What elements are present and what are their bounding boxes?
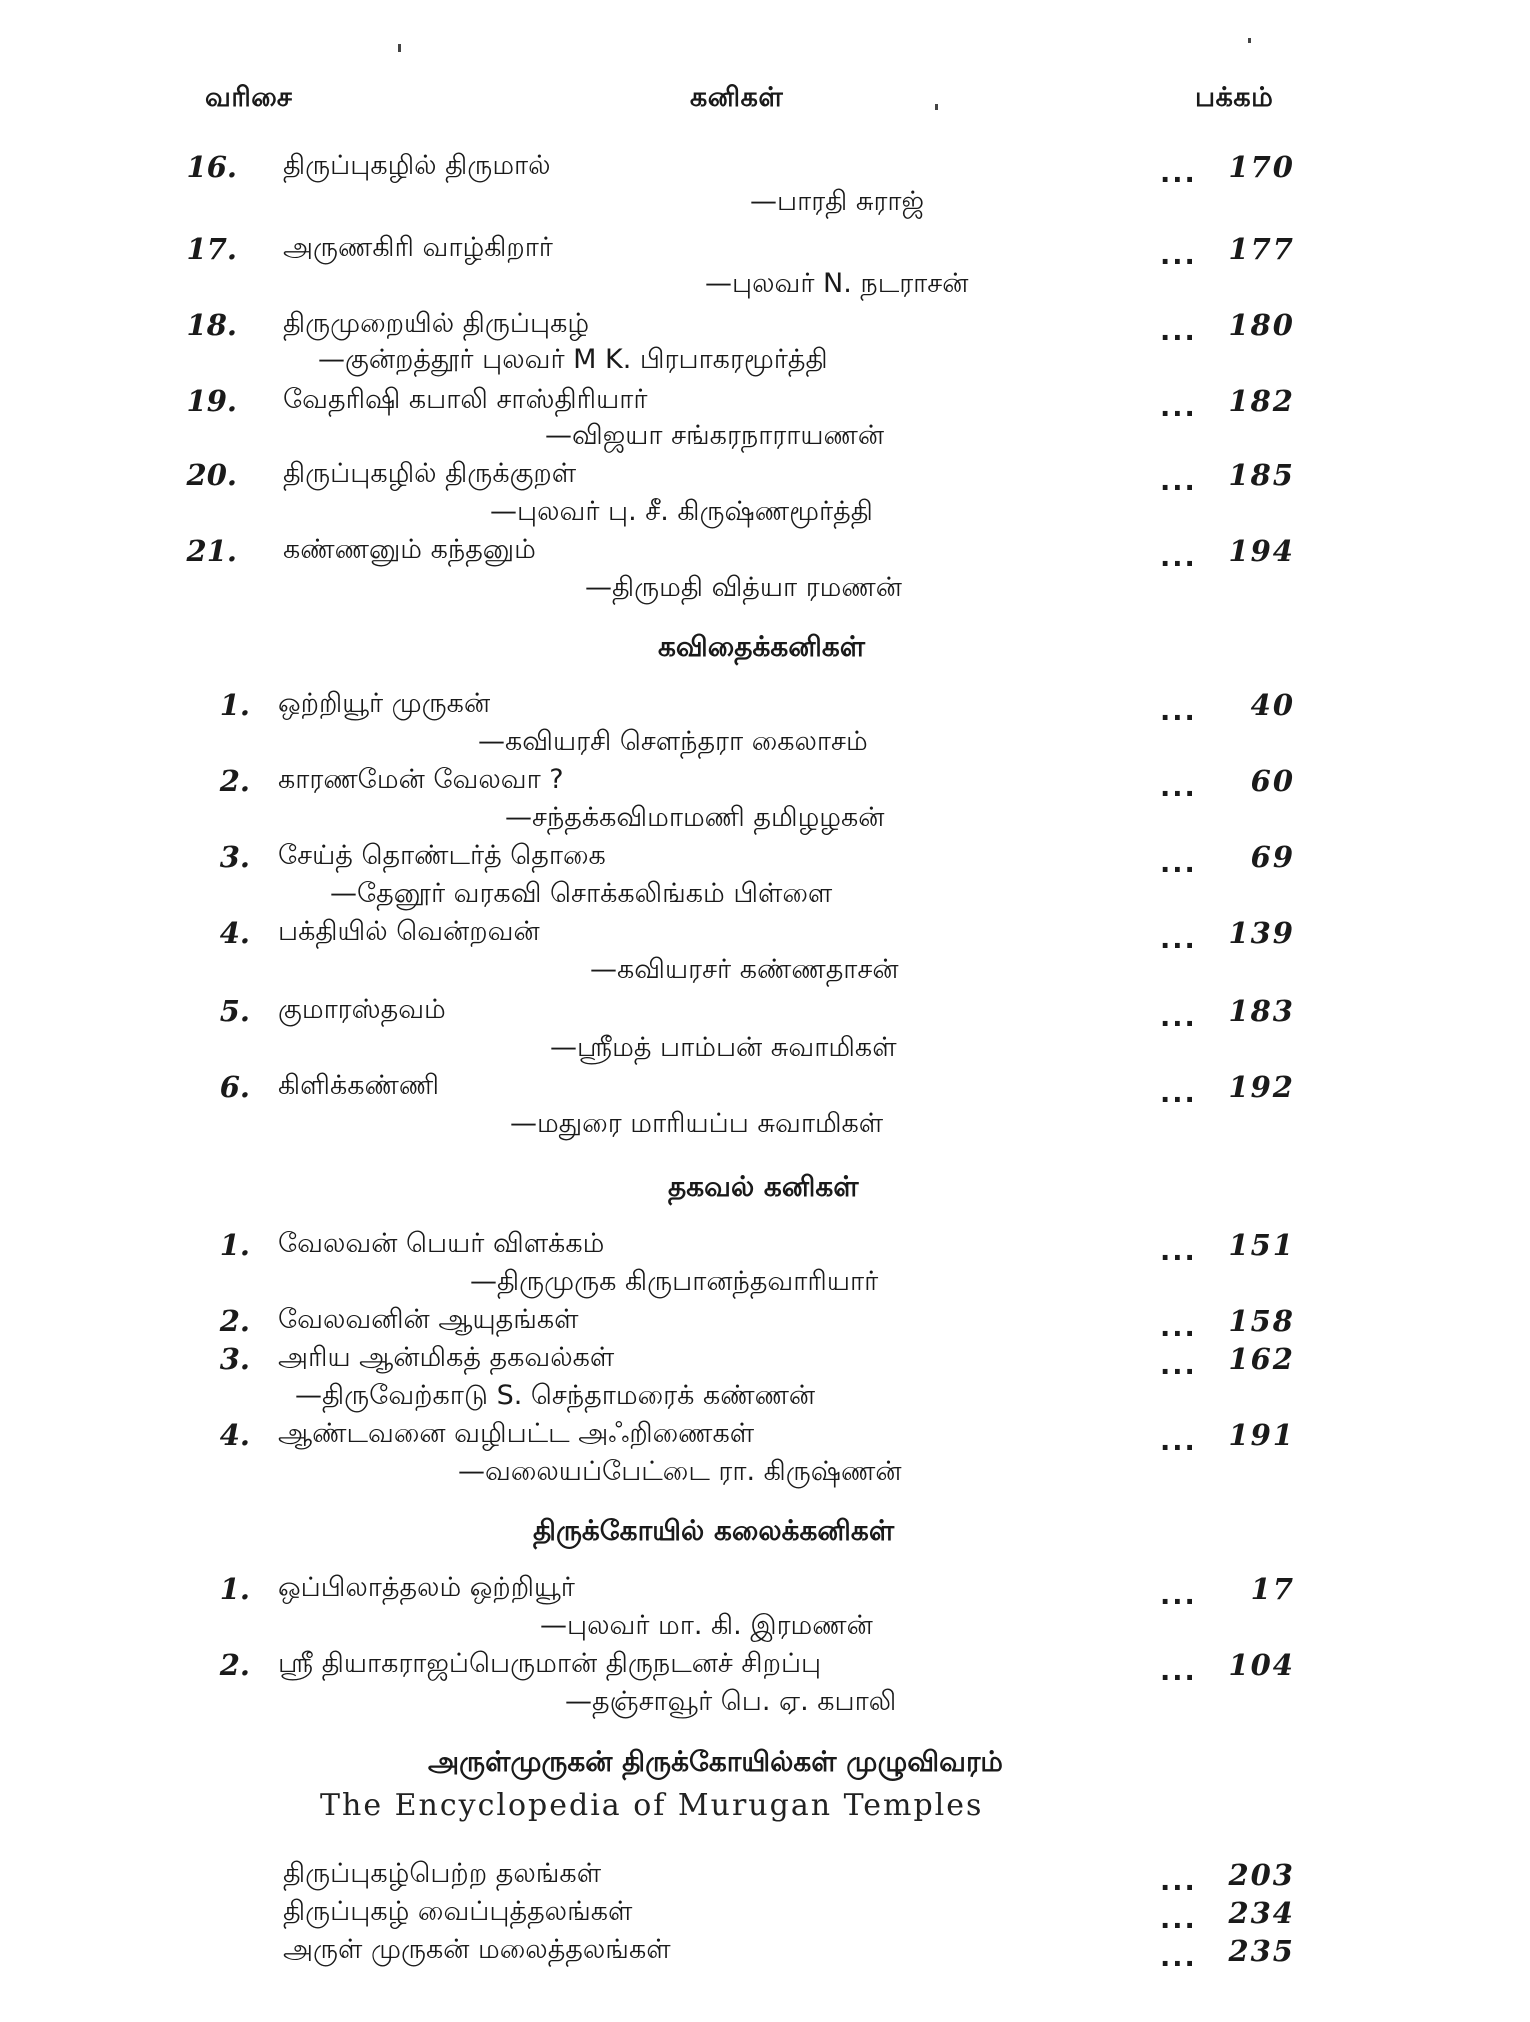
leader-dots: ...: [1160, 1904, 1197, 1935]
entry-page: 203: [1228, 1858, 1295, 1892]
entry-number: 6.: [219, 1070, 250, 1104]
entry-title: ஒற்றியூர் முருகன்: [278, 688, 491, 719]
entry-author: —திருவேற்காடு S. செந்தாமரைக் கண்ணன்: [295, 1380, 816, 1411]
entry-page: 234: [1228, 1896, 1295, 1930]
leader-dots: ...: [1160, 1312, 1197, 1343]
toc-entry: [0, 688, 1530, 728]
section-heading: திருக்கோயில் கலைக்கனிகள்: [533, 1514, 895, 1547]
section-heading: கவிதைக்கனிகள்: [658, 630, 865, 663]
toc-entry: [0, 916, 1530, 956]
entry-number: 3.: [219, 1342, 250, 1376]
entry-title: சேய்த் தொண்டர்த் தொகை: [278, 840, 606, 871]
entry-title: அருணகிரி வாழ்கிறார்: [283, 232, 553, 263]
entry-title: அருள் முருகன் மலைத்தலங்கள்: [283, 1934, 671, 1965]
entry-page: 183: [1228, 994, 1295, 1028]
toc-entry: [0, 994, 1530, 1034]
entry-author: —சந்தக்கவிமாமணி தமிழழகன்: [505, 802, 885, 833]
toc-entry: [0, 764, 1530, 804]
leader-dots: ...: [1160, 1580, 1197, 1611]
entry-number: 18.: [186, 308, 237, 342]
entry-author: —தேனூர் வரகவி சொக்கலிங்கம் பிள்ளை: [330, 878, 833, 909]
entry-number: 3.: [219, 840, 250, 874]
entry-number: 4.: [219, 916, 250, 950]
entry-author: —திருமுருக கிருபானந்தவாரியார்: [470, 1266, 879, 1297]
leader-dots: ...: [1160, 392, 1197, 423]
scan-speck: [398, 44, 401, 52]
leader-dots: ...: [1160, 1002, 1197, 1033]
entry-page: 139: [1228, 916, 1295, 950]
entry-title: குமாரஸ்தவம்: [278, 994, 446, 1025]
entry-number: 4.: [219, 1418, 250, 1452]
leader-dots: ...: [1160, 466, 1197, 497]
leader-dots: ...: [1160, 316, 1197, 347]
entry-number: 20.: [186, 458, 237, 492]
leader-dots: ...: [1160, 848, 1197, 879]
toc-entry: [0, 1934, 1530, 1974]
entry-number: 2.: [219, 1648, 250, 1682]
entry-number: 1.: [219, 1572, 250, 1606]
section-heading: அருள்முருகன் திருக்கோயில்கள் முழுவிவரம்: [428, 1745, 1003, 1778]
entry-page: 162: [1228, 1342, 1295, 1376]
leader-dots: ...: [1160, 1350, 1197, 1381]
leader-dots: ...: [1160, 1942, 1197, 1973]
entry-page: 170: [1228, 150, 1295, 184]
leader-dots: ...: [1160, 542, 1197, 573]
entry-author: —புலவர் பு. சீ. கிருஷ்ணமூர்த்தி: [490, 496, 873, 527]
leader-dots: ...: [1160, 1656, 1197, 1687]
entry-author: —வலையப்பேட்டை ரா. கிருஷ்ணன்: [458, 1456, 902, 1487]
entry-title: வேலவன் பெயர் விளக்கம்: [278, 1228, 605, 1259]
entry-title: திருப்புகழ்பெற்ற தலங்கள்: [283, 1858, 602, 1889]
section-subtitle-english: The Encyclopedia of Murugan Temples: [320, 1788, 984, 1823]
entry-page: 158: [1228, 1304, 1295, 1338]
entry-author: —குன்றத்தூர் புலவர் M K. பிரபாகரமூர்த்தி: [318, 344, 828, 375]
entry-number: 17.: [186, 232, 237, 266]
entry-title: காரணமேன் வேலவா ?: [278, 764, 564, 795]
entry-number: 21.: [186, 534, 237, 568]
leader-dots: ...: [1160, 924, 1197, 955]
column-header-page: பக்கம்: [1195, 82, 1274, 113]
leader-dots: ...: [1160, 1236, 1197, 1267]
entry-page: 191: [1228, 1418, 1295, 1452]
entry-title: கண்ணனும் கந்தனும்: [283, 534, 536, 565]
entry-page: 151: [1228, 1228, 1295, 1262]
entry-title: கிளிக்கண்ணி: [278, 1070, 440, 1101]
entry-page: 235: [1228, 1934, 1295, 1968]
entry-title: ஸ்ரீ தியாகராஜப்பெருமான் திருநடனச் சிறப்பு: [278, 1648, 822, 1679]
entry-title: திருமுறையில் திருப்புகழ்: [283, 308, 590, 339]
entry-author: —புலவர் N. நடராசன்: [705, 268, 969, 299]
entry-number: 16.: [186, 150, 237, 184]
entry-title: திருப்புகழ் வைப்புத்தலங்கள்: [283, 1896, 633, 1927]
toc-entry: [0, 150, 1530, 190]
entry-title: ஒப்பிலாத்தலம் ஒற்றியூர்: [278, 1572, 575, 1603]
entry-title: அரிய ஆன்மிகத் தகவல்கள்: [278, 1342, 615, 1373]
toc-entry: [0, 384, 1530, 424]
leader-dots: ...: [1160, 1078, 1197, 1109]
entry-title: பக்தியில் வென்றவன்: [278, 916, 540, 947]
entry-author: —ஸ்ரீமத் பாம்பன் சுவாமிகள்: [550, 1032, 897, 1063]
leader-dots: ...: [1160, 240, 1197, 271]
entry-author: —புலவர் மா. கி. இரமணன்: [540, 1610, 873, 1641]
entry-author: —கவியரசி சௌந்தரா கைலாசம்: [478, 726, 868, 757]
entry-page: 17: [1250, 1572, 1295, 1606]
entry-author: —பாரதி சுராஜ்: [750, 186, 925, 217]
leader-dots: ...: [1160, 1426, 1197, 1457]
entry-page: 60: [1250, 764, 1295, 798]
toc-entry: [0, 1342, 1530, 1382]
entry-page: 185: [1228, 458, 1295, 492]
entry-author: —மதுரை மாரியப்ப சுவாமிகள்: [510, 1108, 884, 1139]
leader-dots: ...: [1160, 1866, 1197, 1897]
entry-number: 2.: [219, 1304, 250, 1338]
entry-author: —கவியரசர் கண்ணதாசன்: [590, 954, 899, 985]
column-header-titles: கனிகள்: [690, 82, 784, 113]
toc-entry: [0, 308, 1530, 348]
entry-title: திருப்புகழில் திருக்குறள்: [283, 458, 577, 489]
entry-author: —விஜயா சங்கரநாராயணன்: [545, 420, 885, 451]
entry-title: வேலவனின் ஆயுதங்கள்: [278, 1304, 579, 1335]
entry-number: 5.: [219, 994, 250, 1028]
toc-entry: [0, 840, 1530, 880]
toc-entry: [0, 1648, 1530, 1688]
entry-page: 40: [1250, 688, 1295, 722]
toc-entry: [0, 1228, 1530, 1268]
toc-entry: [0, 1896, 1530, 1936]
entry-title: திருப்புகழில் திருமால்: [283, 150, 551, 181]
toc-entry: [0, 534, 1530, 574]
entry-number: 19.: [186, 384, 237, 418]
toc-entry: [0, 232, 1530, 272]
toc-entry: [0, 1304, 1530, 1344]
entry-author: —தஞ்சாவூர் பெ. ஏ. கபாலி: [565, 1686, 897, 1717]
entry-title: வேதரிஷி கபாலி சாஸ்திரியார்: [283, 384, 648, 415]
leader-dots: ...: [1160, 158, 1197, 189]
leader-dots: ...: [1160, 696, 1197, 727]
toc-entry: [0, 458, 1530, 498]
entry-number: 1.: [219, 1228, 250, 1262]
toc-entry: [0, 1858, 1530, 1898]
scan-speck: [935, 104, 938, 110]
leader-dots: ...: [1160, 772, 1197, 803]
toc-entry: [0, 1070, 1530, 1110]
entry-page: 177: [1228, 232, 1295, 266]
entry-page: 104: [1228, 1648, 1295, 1682]
section-heading: தகவல் கனிகள்: [668, 1170, 859, 1203]
entry-title: ஆண்டவனை வழிபட்ட அஃறிணைகள்: [278, 1418, 755, 1449]
toc-entry: [0, 1418, 1530, 1458]
entry-number: 2.: [219, 764, 250, 798]
scan-speck: [1248, 38, 1251, 43]
entry-page: 182: [1228, 384, 1295, 418]
entry-number: 1.: [219, 688, 250, 722]
toc-entry: [0, 1572, 1530, 1612]
entry-page: 69: [1250, 840, 1295, 874]
entry-author: —திருமதி வித்யா ரமணன்: [585, 572, 902, 603]
entry-page: 192: [1228, 1070, 1295, 1104]
entry-page: 194: [1228, 534, 1295, 568]
column-header-serial: வரிசை: [205, 82, 293, 113]
entry-page: 180: [1228, 308, 1295, 342]
